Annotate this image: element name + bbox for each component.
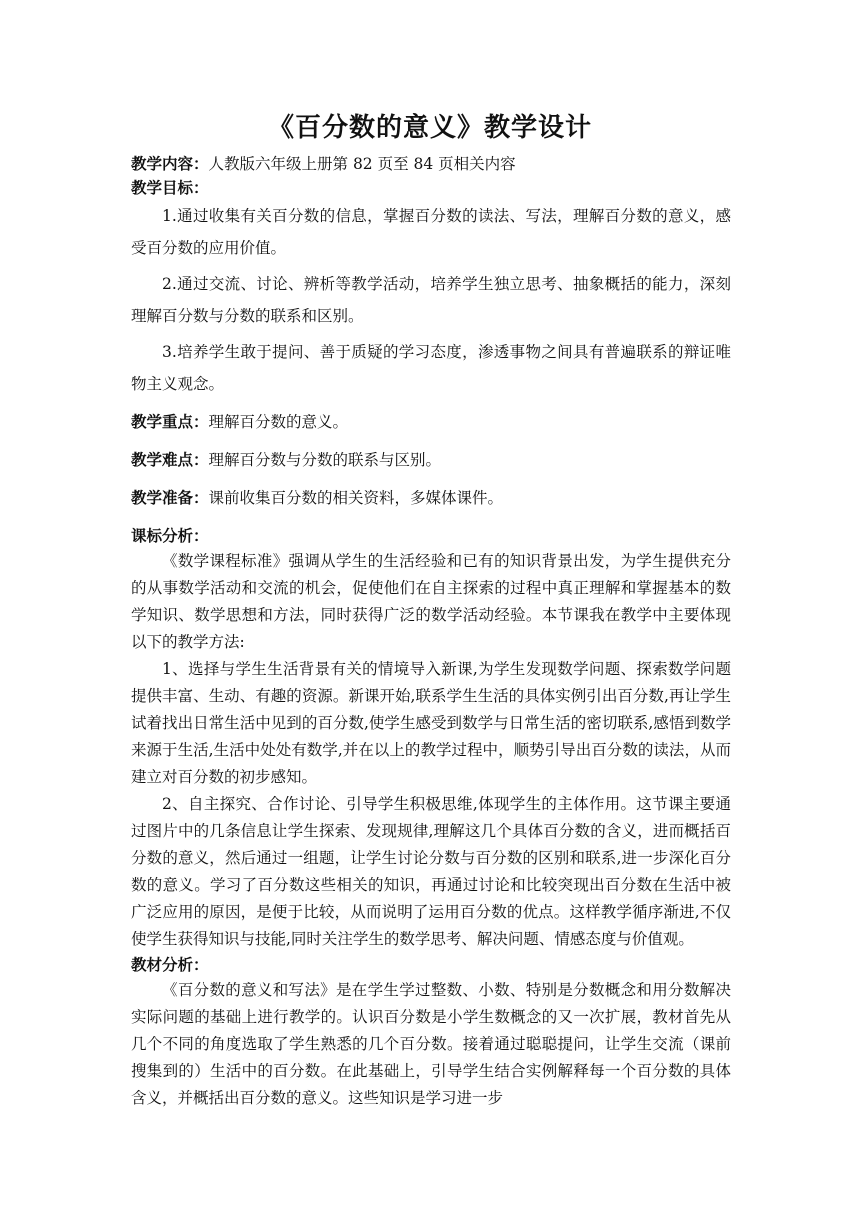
teaching-content-line bbox=[131, 152, 731, 176]
standard-analysis-heading bbox=[131, 524, 731, 548]
teaching-key-label: 教学重点： bbox=[131, 413, 209, 431]
teaching-prep-label: 教学准备： bbox=[131, 489, 209, 507]
teaching-goal-2: 2.通过交流、讨论、辨析等教学活动，培养学生独立思考、抽象概括的能力，深刻理解百分数与分数的联系和区别。 bbox=[131, 275, 731, 325]
standard-analysis-label: 课标分析： bbox=[131, 527, 209, 545]
material-analysis-label: 教材分析： bbox=[131, 956, 209, 974]
material-analysis-heading bbox=[131, 953, 731, 977]
teaching-goals-heading bbox=[131, 176, 731, 200]
teaching-content-label: 教学内容： bbox=[131, 155, 209, 173]
standard-analysis-para-1: 《数学课程标准》强调从学生的生活经验和已有的知识背景出发，为学生提供充分的从事数学活动和交流的机会，促使他们在自主探索的过程中真正理解和掌握基本的数学知识、数学思想和方法，同时获得广泛的数学活动经验。本节课我在教学中主要体现以下的教学方法: bbox=[131, 552, 731, 651]
document-title: 《百分数的意义》教学设计 bbox=[267, 113, 592, 143]
standard-analysis-para-2: 1、选择与学生生活背景有关的情境导入新课,为学生发现数学问题、探索数学问题提供丰富、生动、有趣的资源。新课开始,联系学生生活的具体实例引出百分数,再让学生试着找出日常生活中见到的百分数,使学生感受到数学与日常生活的密切联系,感悟到数学来源于生活,生活中处处有数学,并在以上的教学过程中，顺势引导出百分数的读法，从而建立对百分数的初步感知。 bbox=[131, 660, 731, 786]
teaching-prep-line bbox=[131, 486, 731, 510]
teaching-key-text: 理解百分数的意义。 bbox=[208, 413, 349, 431]
standard-analysis-para-3: 2、自主探究、合作讨论、引导学生积极思维,体现学生的主体作用。这节课主要通过图片中的几条信息让学生探索、发现规律,理解这几个具体百分数的含义，进而概括百分数的意义，然后通过一组题，让学生讨论分数与百分数的区别和联系,进一步深化百分数的意义。学习了百分数这些相关的知识，再通过讨论和比较突现出百分数在生活中被广泛应用的原因，是便于比较，从而说明了运用百分数的优点。这样教学循序渐进,不仅使学生获得知识与技能,同时关注学生的数学思考、解决问题、情感态度与价值观。 bbox=[131, 795, 731, 948]
teaching-goal-1: 1.通过收集有关百分数的信息，掌握百分数的读法、写法，理解百分数的意义，感受百分数的应用价值。 bbox=[131, 207, 731, 257]
teaching-prep-text: 课前收集百分数的相关资料，多媒体课件。 bbox=[208, 489, 504, 507]
material-analysis-para-1: 《百分数的意义和写法》是在学生学过整数、小数、特别是分数概念和用分数解决实际问题的基础上进行教学的。认识百分数是小学生数概念的又一次扩展，教材首先从几个不同的角度选取了学生熟悉的几个百分数。接着通过聪聪提问，让学生交流（课前搜集到的）生活中的百分数。在此基础上，引导学生结合实例解释每一个百分数的具体含义，并概括出百分数的意义。这些知识是学习进一步 bbox=[131, 981, 731, 1107]
teaching-goal-3: 3.培养学生敢于提问、善于质疑的学习态度，渗透事物之间具有普遍联系的辩证唯物主义观念。 bbox=[131, 343, 731, 393]
teaching-goals-label: 教学目标： bbox=[131, 179, 209, 197]
document-body bbox=[131, 152, 731, 1112]
teaching-difficulty-line bbox=[131, 448, 731, 472]
teaching-key-line bbox=[131, 410, 731, 434]
teaching-content-text: 人教版六年级上册第 82 页至 84 页相关内容 bbox=[208, 155, 516, 173]
teaching-difficulty-label: 教学难点： bbox=[131, 451, 209, 469]
teaching-difficulty-text: 理解百分数与分数的联系与区别。 bbox=[208, 451, 442, 469]
